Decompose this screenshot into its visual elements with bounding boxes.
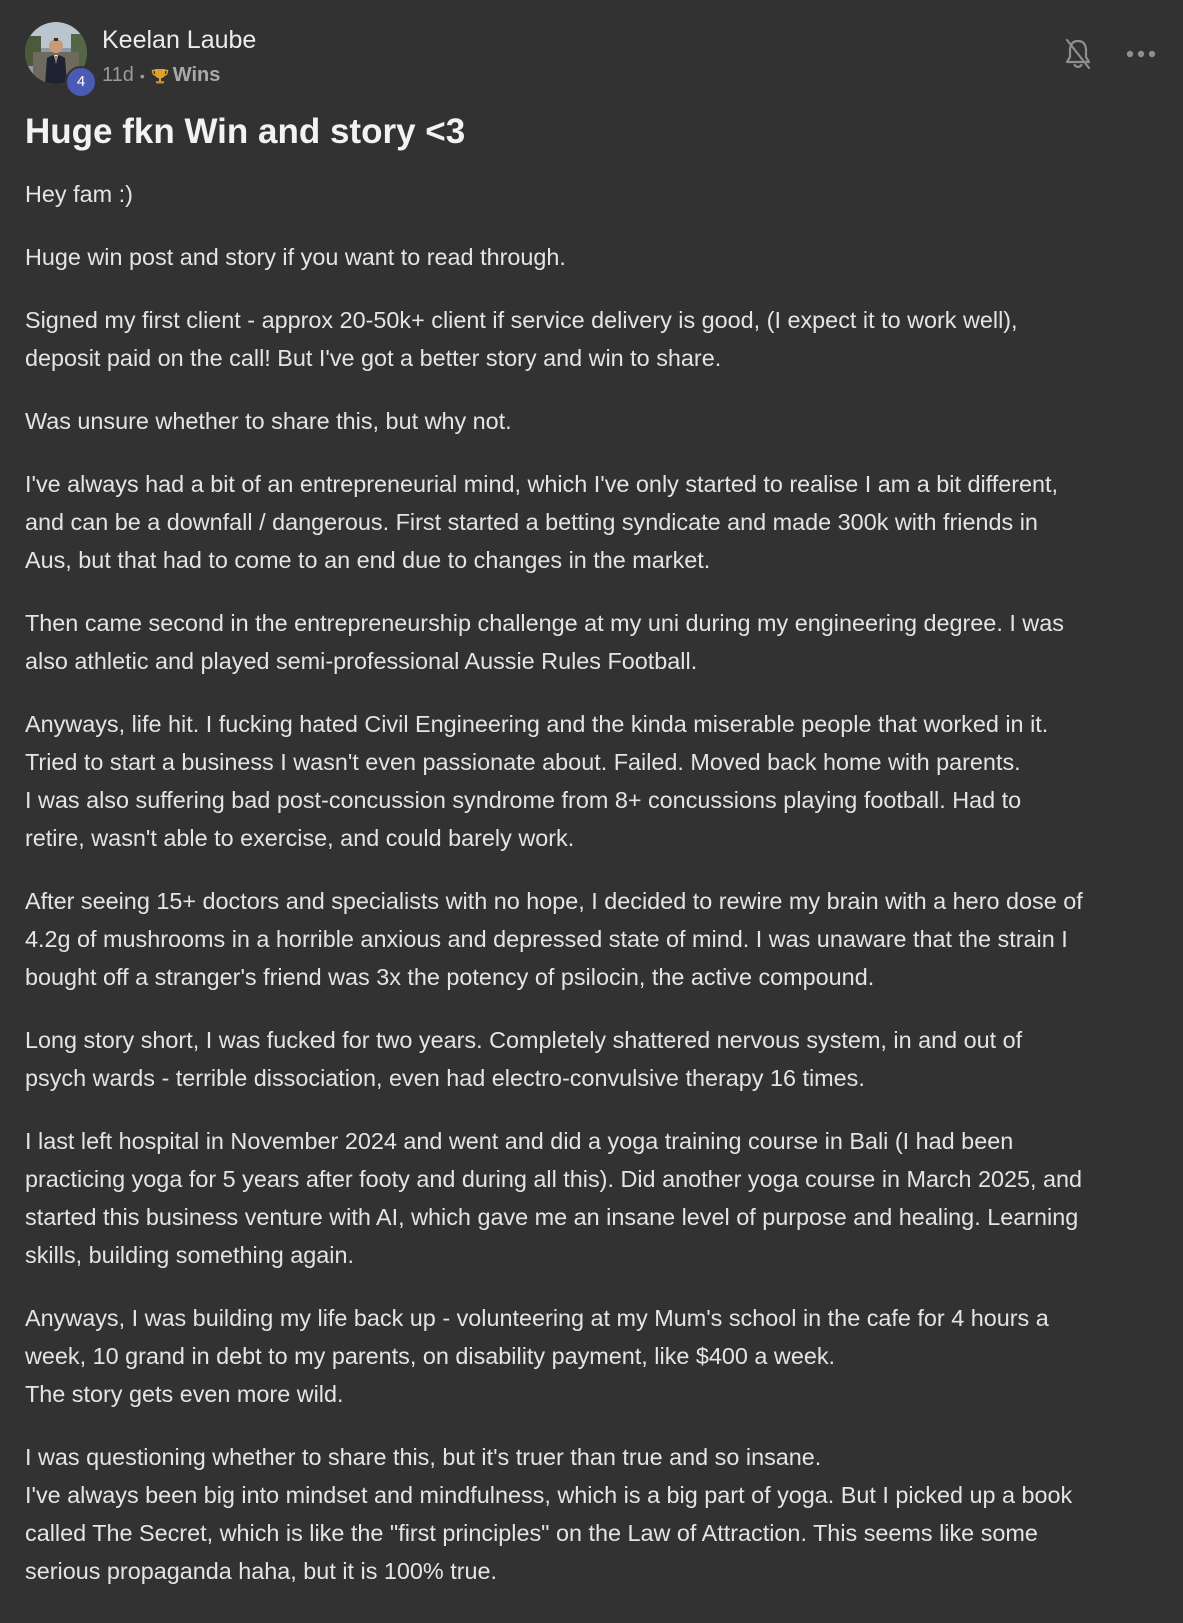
body-line: deposit paid on the call! But I've got a better story and win to share. (25, 345, 722, 371)
post-meta (102, 64, 220, 87)
body-paragraph (25, 301, 1183, 377)
body-line: bought off a stranger's friend was 3x the potency of psilocin, the active compound. (25, 964, 875, 990)
body-line: started this business venture with AI, which gave me an insane level of purpose and healing. Learning (25, 1204, 1079, 1230)
body-line: skills, building something again. (25, 1242, 354, 1268)
post-age: 11d (102, 64, 134, 86)
body-line: The story gets even more wild. (25, 1381, 344, 1407)
body-paragraph (25, 1021, 1183, 1097)
body-paragraph (25, 1122, 1183, 1274)
body-line: Tried to start a business I wasn't even passionate about. Failed. Moved back home with parents. (25, 749, 1021, 775)
body-line: Then came second in the entrepreneurship challenge at my uni during my engineering degree. I was (25, 610, 1064, 636)
body-paragraph (25, 705, 1183, 857)
body-line: Aus, but that had to come to an end due to changes in the market. (25, 547, 711, 573)
author-avatar[interactable] (25, 22, 87, 90)
level-badge: 4 (65, 66, 97, 98)
body-line: week, 10 grand in debt to my parents, on disability payment, like $400 a week. (25, 1343, 836, 1369)
body-line: I was questioning whether to share this, but it's truer than true and so insane. (25, 1444, 822, 1470)
body-line: called The Secret, which is like the "first principles" on the Law of Attraction. This seems like some (25, 1520, 1038, 1546)
body-paragraph (25, 1438, 1183, 1590)
author-name[interactable]: Keelan Laube (102, 26, 257, 54)
body-paragraph (25, 604, 1183, 680)
body-line: I've always had a bit of an entrepreneurial mind, which I've only started to realise I am a bit different, (25, 471, 1059, 497)
body-line: practicing yoga for 5 years after footy and during all this). Did another yoga course in March 2025, and (25, 1166, 1083, 1192)
body-line: I was also suffering bad post-concussion syndrome from 8+ concussions playing football. Had to (25, 787, 1022, 813)
trophy-icon (151, 67, 169, 85)
body-line: Was unsure whether to share this, but why not. (25, 408, 512, 434)
body-paragraph (25, 402, 1183, 440)
post-header (25, 20, 1165, 90)
body-paragraph (25, 175, 1183, 213)
body-paragraph (25, 1299, 1183, 1413)
post-category[interactable]: Wins (172, 64, 221, 86)
post-title: Huge fkn Win and story <3 (25, 112, 466, 151)
body-line: and can be a downfall / dangerous. First started a betting syndicate and made 300k with friends in (25, 509, 1038, 535)
body-line: Anyways, life hit. I fucking hated Civil Engineering and the kinda miserable people that worked in it. (25, 711, 1049, 737)
body-paragraph (25, 882, 1183, 996)
separator-dot: • (139, 67, 145, 84)
body-line: retire, wasn't able to exercise, and could barely work. (25, 825, 575, 851)
body-line: After seeing 15+ doctors and specialists with no hope, I decided to rewire my brain with a hero dose of (25, 888, 1083, 914)
body-line: Long story short, I was fucked for two years. Completely shattered nervous system, in and out of (25, 1027, 1023, 1053)
body-line: 4.2g of mushrooms in a horrible anxious and depressed state of mind. I was unaware that the strain I (25, 926, 1068, 952)
more-horizontal-icon[interactable] (1125, 44, 1157, 64)
body-line: also athletic and played semi-professional Aussie Rules Football. (25, 648, 698, 674)
body-line: Hey fam :) (25, 181, 133, 207)
body-paragraph (25, 465, 1183, 579)
body-line: Huge win post and story if you want to read through. (25, 244, 566, 270)
bell-off-icon[interactable] (1063, 38, 1093, 72)
body-line: psych wards - terrible dissociation, even had electro-convulsive therapy 16 times. (25, 1065, 865, 1091)
body-line: Signed my first client - approx 20-50k+ client if service delivery is good, (I expect it to work well), (25, 307, 1018, 333)
body-line: serious propaganda haha, but it is 100% true. (25, 1558, 498, 1584)
body-line: I've always been big into mindset and mindfulness, which is a big part of yoga. But I picked up a book (25, 1482, 1073, 1508)
body-line: Anyways, I was building my life back up - volunteering at my Mum's school in the cafe for 4 hours a (25, 1305, 1049, 1331)
body-paragraph (25, 238, 1183, 276)
post-body (25, 175, 1183, 1615)
body-line: I last left hospital in November 2024 and went and did a yoga training course in Bali (I had been (25, 1128, 1014, 1154)
